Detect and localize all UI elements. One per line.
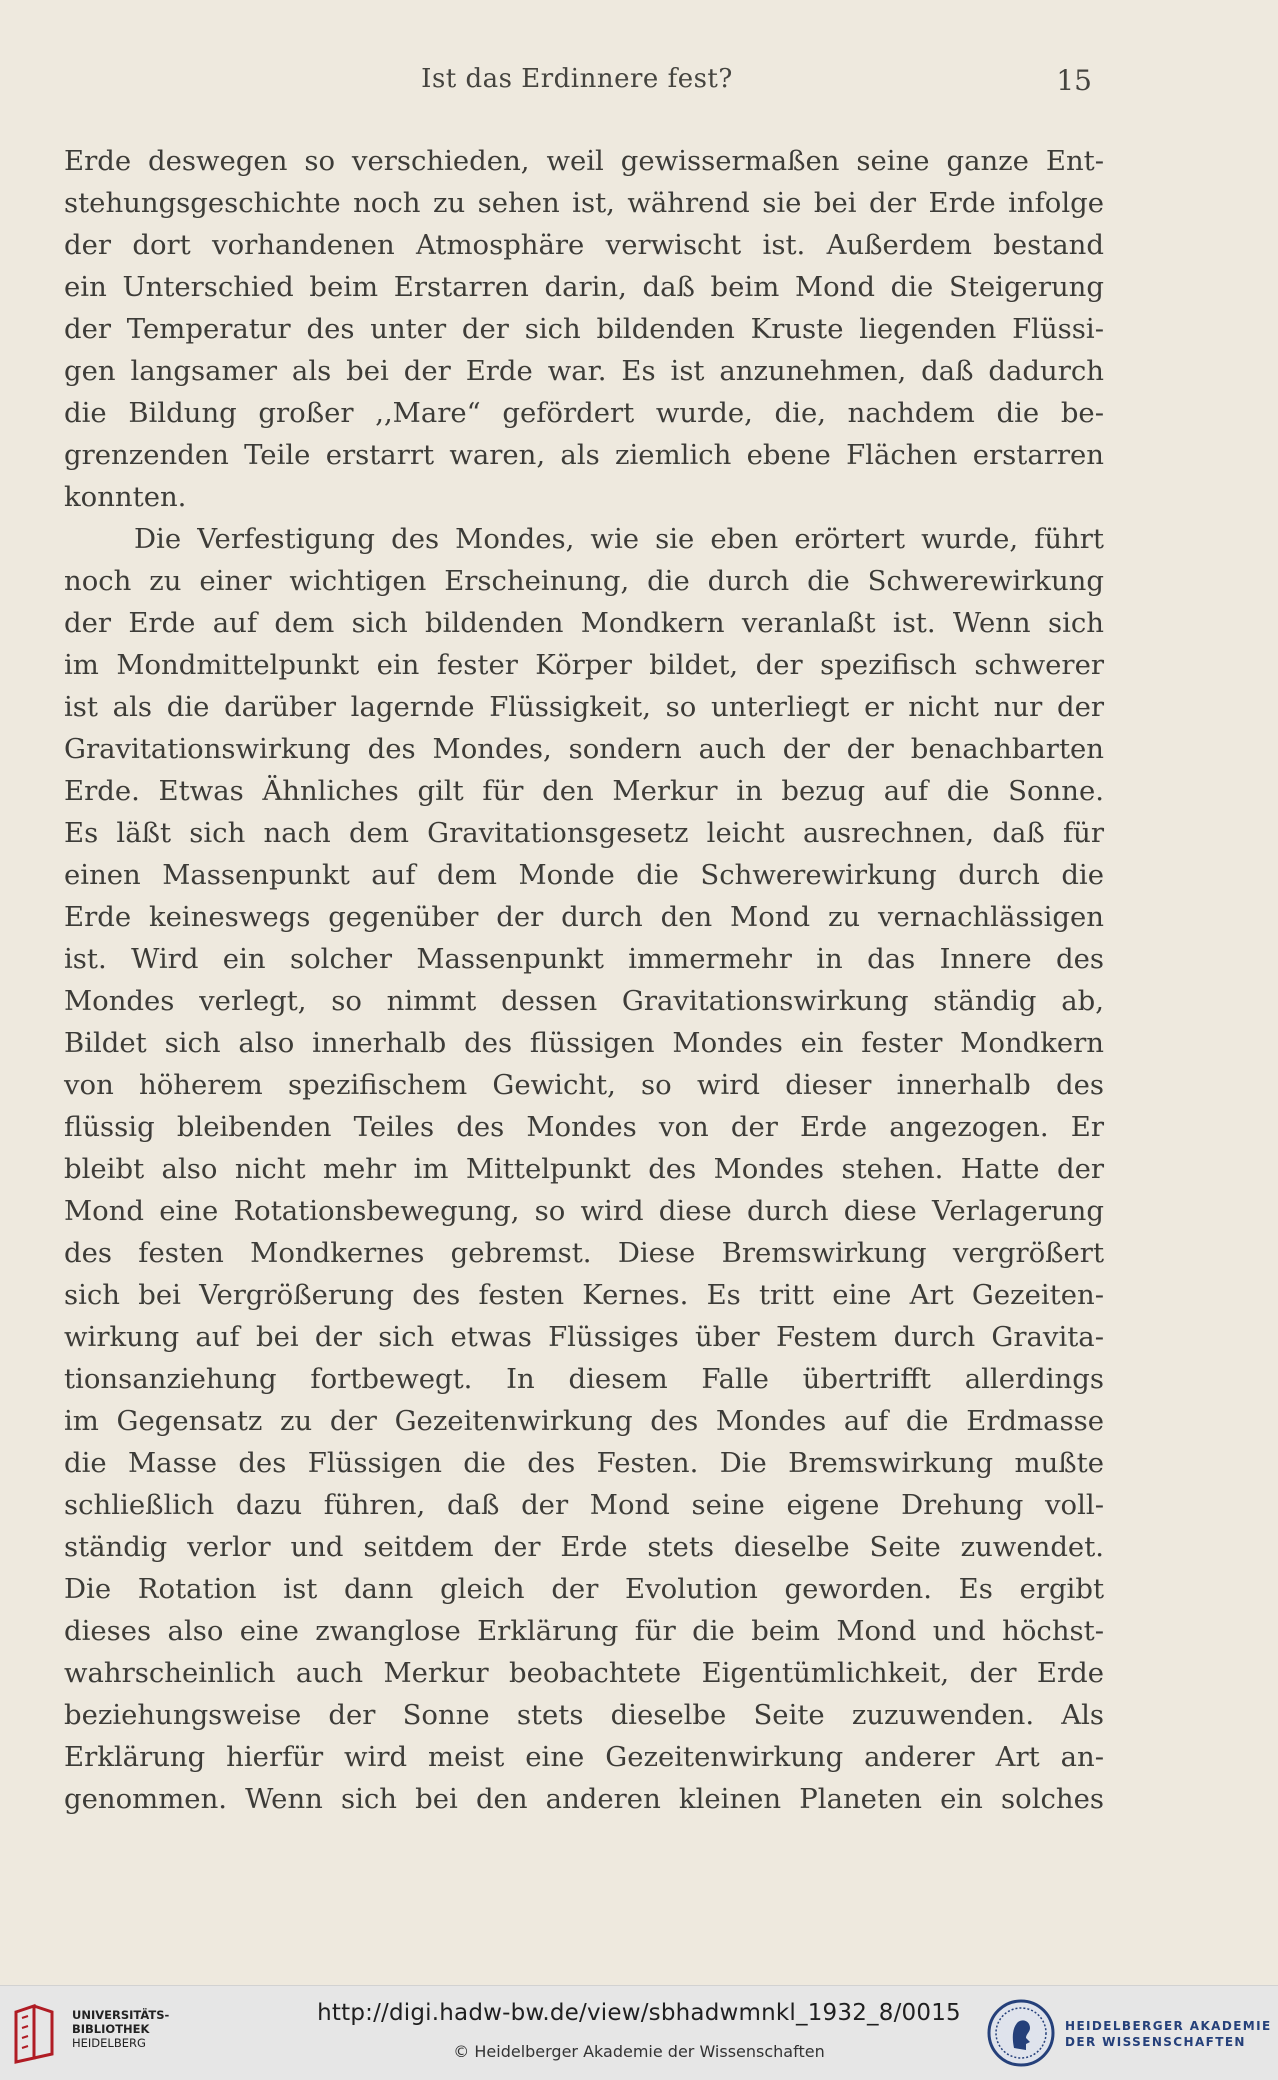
text-line: der dort vorhandenen Atmosphäre verwischt ist. Außerdem bestand (64, 229, 1104, 261)
running-head (62, 64, 1092, 104)
academy-name (1065, 2018, 1272, 2050)
text-line: der Erde auf dem sich bildenden Mondkern veranlaßt ist. Wenn sich (64, 607, 1104, 639)
text-line: Erde. Etwas Ähnliches gilt für den Merkur in bezug auf die Sonne. (64, 775, 1104, 807)
text-line: einen Massenpunkt auf dem Monde die Schwerewirkung durch die (64, 859, 1104, 891)
copyright-notice: © Heidelberger Akademie der Wissenschaften (453, 2042, 825, 2061)
text-line: im Gegensatz zu der Gezeitenwirkung des Mondes auf die Erdmasse (64, 1405, 1104, 1437)
text-line: Mond eine Rotationsbewegung, so wird diese durch diese Verlagerung (64, 1195, 1104, 1227)
text-line: schließlich dazu führen, daß der Mond seine eigene Drehung voll- (64, 1489, 1104, 1521)
text-line: sich bei Vergrößerung des festen Kernes. Es tritt eine Art Gezeiten- (64, 1279, 1104, 1311)
text-line: von höherem spezifischem Gewicht, so wird dieser innerhalb des (64, 1069, 1104, 1101)
text-line: ist. Wird ein solcher Massenpunkt immermehr in das Innere des (64, 943, 1104, 975)
text-line: Erde keineswegs gegenüber der durch den Mond zu vernachlässigen (64, 901, 1104, 933)
text-line: genommen. Wenn sich bei den anderen kleinen Planeten ein solches (64, 1783, 1104, 1815)
library-line: HEIDELBERG (72, 2036, 146, 2050)
text-line: der Temperatur des unter der sich bildenden Kruste liegenden Flüssi- (64, 313, 1104, 345)
text-line: die Bildung großer ,,Mare“ gefördert wurde, die, nachdem die be- (64, 397, 1104, 429)
academy-seal-icon (986, 1998, 1056, 2068)
text-line: dieses also eine zwanglose Erklärung für die beim Mond und höchst- (64, 1615, 1104, 1647)
text-line: wirkung auf bei der sich etwas Flüssiges über Festem durch Gravita- (64, 1321, 1104, 1353)
text-line: bleibt also nicht mehr im Mittelpunkt des Mondes stehen. Hatte der (64, 1153, 1104, 1185)
text-line: konnten. (64, 481, 187, 513)
body-text (64, 140, 1104, 1820)
text-line: Bildet sich also innerhalb des flüssigen Mondes ein fester Mondkern (64, 1027, 1104, 1059)
library-line: UNIVERSITÄTS- (72, 2008, 170, 2022)
text-line: des festen Mondkernes gebremst. Diese Bremswirkung vergrößert (64, 1237, 1104, 1269)
library-line: BIBLIOTHEK (72, 2022, 150, 2036)
text-line: Erde deswegen so verschieden, weil gewissermaßen seine ganze Ent- (64, 145, 1104, 177)
text-line: gen langsamer als bei der Erde war. Es ist anzunehmen, daß dadurch (64, 355, 1104, 387)
text-line: Mondes verlegt, so nimmt dessen Gravitationswirkung ständig ab, (64, 985, 1104, 1017)
text-line: Erklärung hierfür wird meist eine Gezeitenwirkung anderer Art an- (64, 1741, 1104, 1773)
footer-bar (0, 1985, 1278, 2080)
text-line: im Mondmittelpunkt ein fester Körper bildet, der spezifisch schwerer (64, 649, 1104, 681)
text-line: ist als die darüber lagernde Flüssigkeit, so unterliegt er nicht nur der (64, 691, 1104, 723)
permalink-url[interactable]: http://digi.hadw-bw.de/view/sbhadwmnkl_1932_8/0015 (317, 2000, 961, 2026)
text-line: Die Rotation ist dann gleich der Evolution geworden. Es ergibt (64, 1573, 1104, 1605)
text-line: tionsanziehung fortbewegt. In diesem Falle übertrifft allerdings (64, 1363, 1104, 1395)
text-line: ein Unterschied beim Erstarren darin, daß beim Mond die Steigerung (64, 271, 1104, 303)
text-line: Gravitationswirkung des Mondes, sondern auch der der benachbarten (64, 733, 1104, 765)
academy-line: HEIDELBERGER AKADEMIE (1065, 2019, 1272, 2033)
text-line: Es läßt sich nach dem Gravitationsgesetz leicht ausrechnen, daß für (64, 817, 1104, 849)
text-line: grenzenden Teile erstarrt waren, als ziemlich ebene Flächen erstarren (64, 439, 1104, 471)
text-line: Die Verfestigung des Mondes, wie sie eben erörtert wurde, führt (134, 523, 1104, 555)
text-line: beziehungsweise der Sonne stets dieselbe Seite zuzuwenden. Als (64, 1699, 1104, 1731)
text-line: flüssig bleibenden Teiles des Mondes von der Erde angezogen. Er (64, 1111, 1104, 1143)
text-line: noch zu einer wichtigen Erscheinung, die durch die Schwerewirkung (64, 565, 1104, 597)
running-title: Ist das Erdinnere fest? (421, 64, 733, 94)
page-number: 15 (1056, 64, 1092, 97)
text-line: stehungsgeschichte noch zu sehen ist, während sie bei der Erde infolge (64, 187, 1104, 219)
academy-line: DER WISSENSCHAFTEN (1065, 2035, 1246, 2049)
text-line: wahrscheinlich auch Merkur beobachtete Eigentümlichkeit, der Erde (64, 1657, 1104, 1689)
text-line: die Masse des Flüssigen die des Festen. Die Bremswirkung mußte (64, 1447, 1104, 1479)
text-line: ständig verlor und seitdem der Erde stets dieselbe Seite zuwendet. (64, 1531, 1104, 1563)
